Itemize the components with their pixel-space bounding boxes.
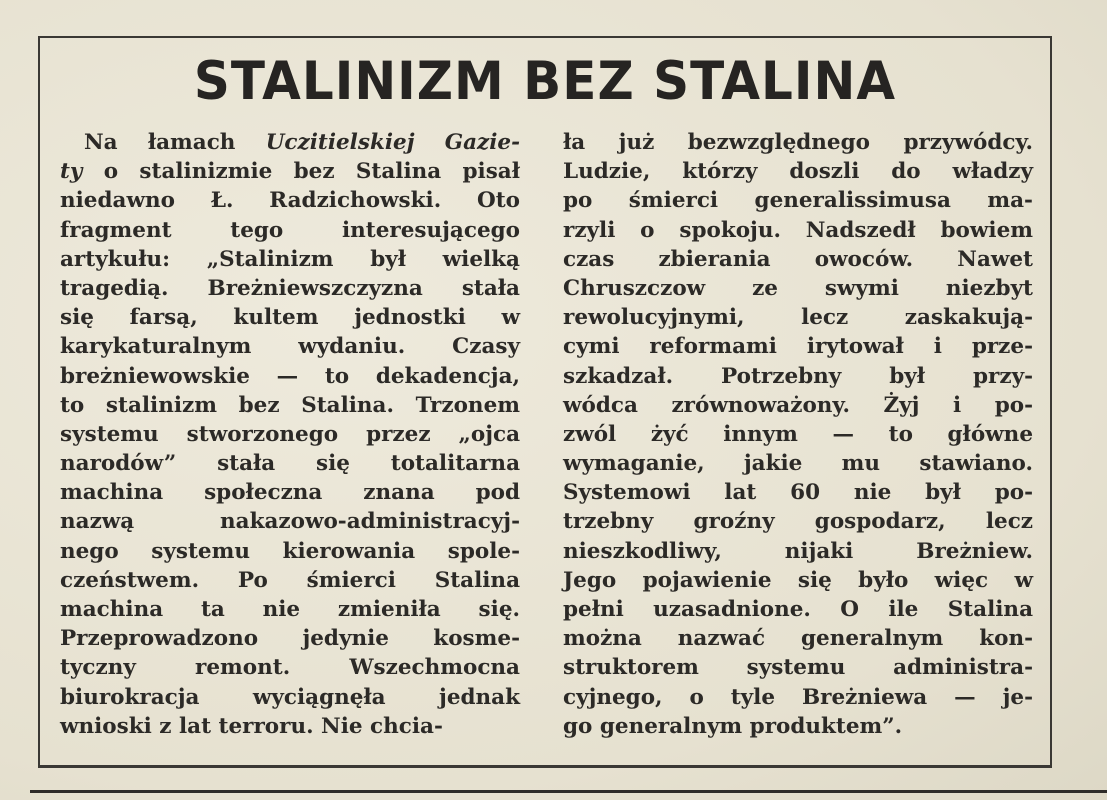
- italic-text: Uczitielskiej Gazie-: [265, 130, 520, 155]
- text-segment: narodów” stała się totalitarna: [60, 451, 520, 477]
- text-line: [60, 186, 520, 215]
- text-segment: breżniewowskie — to dekadencja,: [60, 363, 520, 389]
- text-line: [60, 362, 520, 391]
- text-line: go generalnym produktem”.: [563, 713, 903, 739]
- text-line: Jego pojawienie się było więc w: [563, 567, 1033, 593]
- text-line: struktorem systemu administra-: [563, 655, 1033, 681]
- text-segment: czeństwem. Po śmierci Stalina: [60, 567, 520, 593]
- text-line: trzebny groźny gospodarz, lecz: [563, 509, 1033, 535]
- text-line: [60, 624, 520, 653]
- text-segment: o stalinizmie bez Stalina pisał: [82, 159, 520, 185]
- text-line: [60, 128, 520, 157]
- text-segment: to stalinizm bez Stalina. Trzonem: [60, 392, 520, 418]
- article-headline: STALINIZM BEZ STALINA: [193, 50, 897, 112]
- text-line: Ludzie, którzy doszli do władzy: [563, 159, 1033, 185]
- text-line: [60, 332, 520, 361]
- text-line: wódca zrównoważony. Żyj i po-: [563, 392, 1033, 418]
- text-line: cyjnego, o tyle Breżniewa — je-: [563, 684, 1033, 710]
- italic-text: ty: [60, 159, 83, 185]
- text-segment: artykułu: „Stalinizm był wielką: [60, 246, 520, 272]
- text-segment: Na łamach: [84, 130, 266, 155]
- text-segment: niedawno Ł. Radzichowski. Oto: [60, 188, 520, 214]
- text-line: [60, 391, 520, 420]
- text-line: [60, 449, 520, 478]
- text-line: szkadzał. Potrzebny był przy-: [563, 363, 1033, 389]
- text-line: [60, 566, 520, 595]
- text-line: [60, 595, 520, 624]
- text-segment: fragment tego interesującego: [60, 217, 520, 243]
- text-line: nieszkodliwy, nijaki Breżniew.: [563, 538, 1033, 564]
- text-segment: nazwą nakazowo-administracyj-: [60, 509, 520, 535]
- text-line: można nazwać generalnym kon-: [563, 626, 1033, 652]
- text-line: [60, 507, 520, 536]
- text-line: [60, 537, 520, 566]
- text-segment: systemu stworzonego przez „ojca: [60, 421, 520, 447]
- article-column-right: [563, 128, 1033, 741]
- text-line: [60, 420, 520, 449]
- text-segment: się farsą, kultem jednostki w: [60, 305, 520, 331]
- text-line: [60, 683, 520, 712]
- text-line: cymi reformami irytował i prze-: [563, 334, 1033, 360]
- text-segment: nego systemu kierowania spole-: [60, 538, 520, 564]
- text-line: [60, 653, 520, 682]
- text-segment: tyczny remont. Wszechmocna: [60, 655, 520, 681]
- text-line: Systemowi lat 60 nie był po-: [563, 480, 1033, 506]
- text-segment: machina ta nie zmieniła się.: [60, 597, 520, 622]
- article-column-left: [60, 128, 520, 741]
- text-line: [60, 157, 520, 186]
- text-line: [60, 712, 520, 741]
- text-line: [60, 216, 520, 245]
- text-line: [60, 245, 520, 274]
- text-line: czas zbierania owoców. Nawet: [563, 246, 1033, 272]
- bottom-rule: [30, 790, 1107, 793]
- text-segment: karykaturalnym wydaniu. Czasy: [60, 334, 520, 360]
- text-line: rzyli o spokoju. Nadszedł bowiem: [563, 217, 1033, 243]
- text-line: pełni uzasadnione. O ile Stalina: [563, 597, 1033, 622]
- text-line: [60, 303, 520, 332]
- text-segment: machina społeczna znana pod: [60, 480, 520, 506]
- text-line: po śmierci generalissimusa ma-: [563, 188, 1033, 214]
- text-segment: Przeprowadzono jedynie kosme-: [60, 626, 520, 652]
- text-line: [60, 478, 520, 507]
- text-line: Chruszczow ze swymi niezbyt: [563, 275, 1033, 301]
- text-line: wymaganie, jakie mu stawiano.: [563, 451, 1033, 477]
- text-line: rewolucyjnymi, lecz zaskakują-: [563, 305, 1033, 331]
- text-segment: wnioski z lat terroru. Nie chcia-: [60, 713, 443, 739]
- text-line: zwól żyć innym — to główne: [563, 421, 1033, 447]
- text-segment: tragedią. Breżniewszczyzna stała: [60, 275, 520, 301]
- text-line: ła już bezwzględnego przywódcy.: [563, 130, 1033, 155]
- text-segment: biurokracja wyciągnęła jednak: [60, 684, 520, 710]
- text-line: [60, 274, 520, 303]
